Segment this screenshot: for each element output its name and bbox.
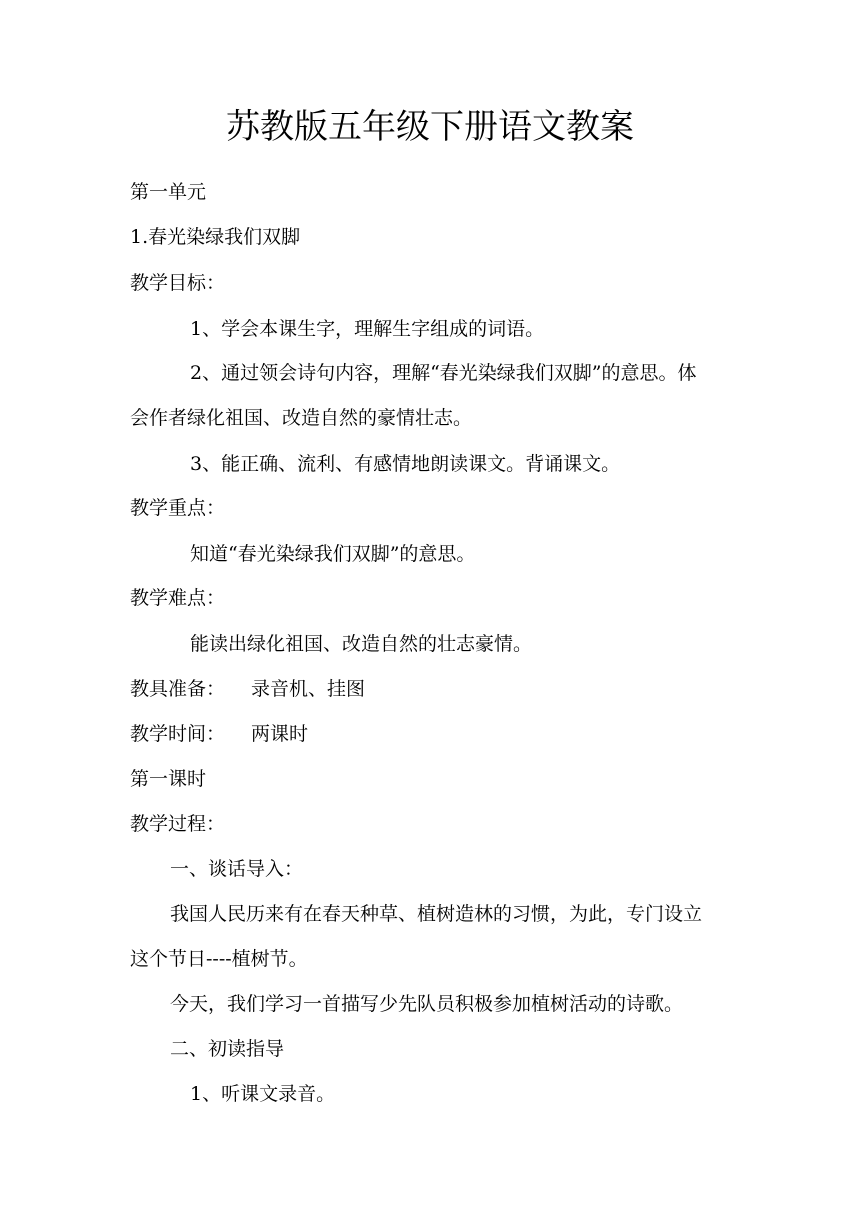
unit-heading: 第一单元 (130, 181, 207, 203)
difficulties-heading: 教学难点： (130, 587, 226, 609)
time-row (130, 720, 308, 748)
key-point-text: 知道“春光染绿我们双脚”的意思。 (190, 543, 476, 565)
difficulty-text: 能读出绿化祖国、改造自然的壮志豪情。 (190, 633, 533, 655)
time-label: 教学时间： (130, 723, 226, 745)
paragraph-text: 今天，我们学习一首描写少先队员积极参加植树活动的诗歌。 (170, 993, 684, 1015)
document-title: 苏教版五年级下册语文教案 (226, 107, 634, 147)
lesson-title: 1.春光染绿我们双脚 (130, 226, 301, 248)
objective-item-continuation: 会作者绿化祖国、改造自然的豪情壮志。 (130, 407, 473, 429)
section-heading: 一、谈话导入： (170, 858, 304, 880)
section-heading: 二、初读指导 (170, 1038, 285, 1060)
materials-row (130, 675, 365, 703)
process-heading: 教学过程： (130, 813, 226, 835)
paragraph-text: 我国人民历来有在春天种草、植树造林的习惯，为此，专门设立 (170, 903, 703, 925)
materials-value: 录音机、挂图 (251, 678, 366, 700)
objective-item: 2、通过领会诗句内容，理解“春光染绿我们双脚”的意思。体 (190, 362, 697, 384)
lesson-period-heading: 第一课时 (130, 768, 207, 790)
materials-label: 教具准备： (130, 678, 226, 700)
step-item: 1、听课文录音。 (190, 1083, 336, 1105)
key-points-heading: 教学重点： (130, 497, 226, 519)
objective-item: 1、学会本课生字，理解生字组成的词语。 (190, 318, 545, 340)
time-value: 两课时 (251, 723, 309, 745)
objective-item: 3、能正确、流利、有感情地朗读课文。背诵课文。 (190, 453, 621, 475)
paragraph-text-continuation: 这个节日----植树节。 (130, 948, 308, 970)
objectives-heading: 教学目标： (130, 272, 226, 294)
